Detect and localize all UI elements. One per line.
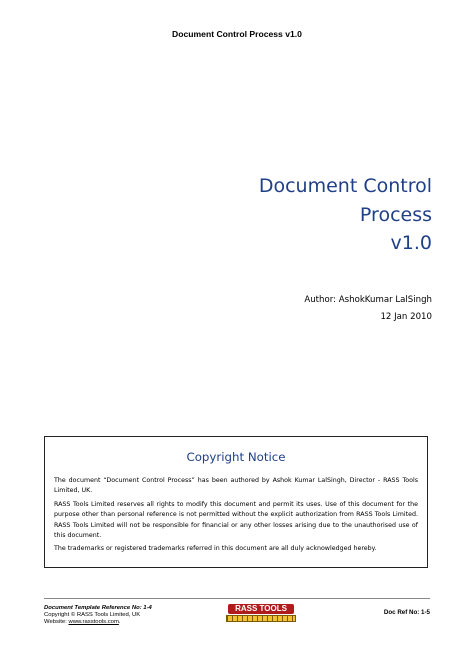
logo-wordmark: RASS TOOLS	[228, 604, 294, 614]
ruler-icon	[226, 615, 296, 622]
template-reference: Document Template Reference No: 1-4	[44, 605, 152, 611]
footer-website	[44, 619, 152, 626]
rass-tools-logo	[224, 604, 298, 624]
document-title	[259, 172, 432, 258]
website-suffix: .	[118, 619, 121, 626]
notice-paragraph-2: RASS Tools Limited reserves all rights to modify this document and permit its uses. Use of this document for the purpose other than personal reference is not permitted without the explicit authorization from RASS Tools Limited. RASS Tools Limited will not be responsible for financial or any other losses arising due to the unauthorised use of this document.	[54, 500, 418, 540]
website-link[interactable]: www.rasstools.com	[68, 619, 119, 626]
notice-paragraph-1: The document “Document Control Process” has been authored by Ashok Kumar LalSingh, Director - RASS Tools Limited, UK.	[54, 477, 418, 495]
copyright-notice-box	[44, 436, 428, 568]
document-meta	[304, 292, 432, 326]
notice-paragraph-3: The trademarks or registered trademarks referred in this document are all duly acknowledged hereby.	[54, 545, 377, 553]
copyright-notice-heading: Copyright Notice	[186, 450, 286, 464]
footer-left-info	[44, 605, 152, 627]
footer-copyright: Copyright © RASS Tools Limited, UK	[44, 612, 141, 619]
page-footer	[44, 598, 430, 639]
title-line-2: Process	[359, 203, 432, 226]
author-line: Author: AshokKumar LalSingh	[304, 295, 432, 305]
title-line-3: v1.0	[390, 232, 432, 254]
running-header: Document Control Process v1.0	[172, 29, 302, 39]
title-line-1: Document Control	[258, 175, 432, 197]
website-label: Website:	[44, 619, 69, 626]
date-line: 12 Jan 2010	[380, 312, 432, 322]
doc-ref-number: Doc Ref No: 1-5	[383, 609, 430, 616]
